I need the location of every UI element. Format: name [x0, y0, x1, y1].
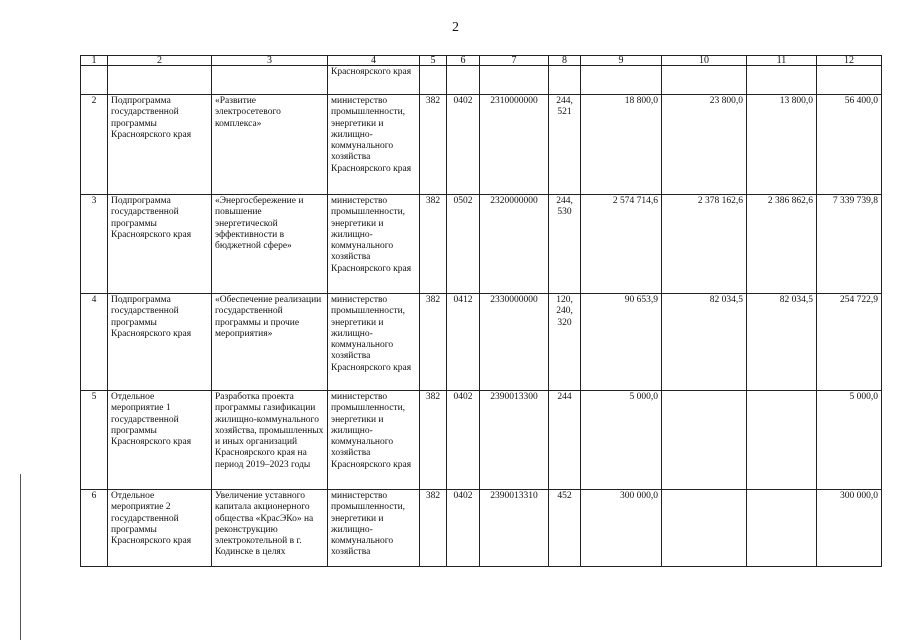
header-col-4: 4 — [328, 56, 420, 66]
header-col-11: 11 — [747, 56, 817, 66]
cell-csr: 2310000000 — [480, 95, 549, 195]
cell-num: 2 — [81, 95, 108, 195]
header-col-12: 12 — [817, 56, 882, 66]
header-col-7: 7 — [480, 56, 549, 66]
cell-total: 254 722,9 — [817, 294, 882, 391]
page-number: 2 — [452, 20, 459, 35]
budget-table — [80, 55, 882, 567]
header-col-5: 5 — [420, 56, 447, 66]
scan-margin-line — [20, 474, 21, 640]
header-col-10: 10 — [662, 56, 747, 66]
continuation-row — [81, 66, 882, 95]
cell-year-2 — [662, 391, 747, 490]
cell-grbs: 382 — [420, 95, 447, 195]
table-row — [81, 195, 882, 294]
cell-vr: 244, 521 — [549, 95, 581, 195]
cell-empty — [81, 66, 108, 95]
table-row — [81, 490, 882, 567]
cell-year-2: 23 800,0 — [662, 95, 747, 195]
cell-name: Разработка проекта программы газификации жилищно-коммунального хозяйства, промышленных и иных организаций Красноярского края на период 2019–2023 годы — [212, 391, 328, 490]
cell-rzpr: 0502 — [447, 195, 480, 294]
cell-empty — [581, 66, 662, 95]
cell-executor-continuation: Красноярского края — [328, 66, 420, 95]
cell-year-1: 90 653,9 — [581, 294, 662, 391]
header-col-2: 2 — [108, 56, 212, 66]
cell-grbs: 382 — [420, 391, 447, 490]
cell-num: 5 — [81, 391, 108, 490]
header-row — [81, 56, 882, 66]
cell-vr: 244, 530 — [549, 195, 581, 294]
cell-empty — [108, 66, 212, 95]
cell-num: 6 — [81, 490, 108, 567]
table-row — [81, 391, 882, 490]
table-row — [81, 95, 882, 195]
cell-grbs: 382 — [420, 490, 447, 567]
cell-year-1: 2 574 714,6 — [581, 195, 662, 294]
cell-rzpr: 0402 — [447, 391, 480, 490]
cell-name: «Обеспечение реализации государственной программы и прочие мероприятия» — [212, 294, 328, 391]
cell-vr: 120, 240, 320 — [549, 294, 581, 391]
cell-year-3 — [747, 490, 817, 567]
cell-year-2: 82 034,5 — [662, 294, 747, 391]
cell-name: «Развитие электросетевого комплекса» — [212, 95, 328, 195]
cell-grbs: 382 — [420, 294, 447, 391]
cell-type: Отдельное мероприятие 2 государственной программы Красноярского края — [108, 490, 212, 567]
cell-year-3 — [747, 391, 817, 490]
cell-year-1: 18 800,0 — [581, 95, 662, 195]
cell-type: Подпрограмма государственной программы Красноярского края — [108, 95, 212, 195]
cell-csr: 2390013300 — [480, 391, 549, 490]
cell-grbs: 382 — [420, 195, 447, 294]
cell-name: Увеличение уставного капитала акционерного общества «КрасЭКо» на реконструкцию электрокотельной в г. Кодинске в целях — [212, 490, 328, 567]
cell-empty — [747, 66, 817, 95]
cell-year-1: 5 000,0 — [581, 391, 662, 490]
cell-type: Отдельное мероприятие 1 государственной программы Красноярского края — [108, 391, 212, 490]
cell-year-1: 300 000,0 — [581, 490, 662, 567]
cell-executor: министерство промышленности, энергетики и жилищно-коммунального хозяйства Красноярского края — [328, 391, 420, 490]
cell-type: Подпрограмма государственной программы Красноярского края — [108, 294, 212, 391]
cell-total: 300 000,0 — [817, 490, 882, 567]
cell-empty — [817, 66, 882, 95]
cell-year-3: 82 034,5 — [747, 294, 817, 391]
cell-executor: министерство промышленности, энергетики и жилищно-коммунального хозяйства Красноярского края — [328, 95, 420, 195]
cell-year-3: 13 800,0 — [747, 95, 817, 195]
cell-empty — [549, 66, 581, 95]
cell-empty — [447, 66, 480, 95]
cell-csr: 2320000000 — [480, 195, 549, 294]
header-col-3: 3 — [212, 56, 328, 66]
cell-empty — [212, 66, 328, 95]
cell-vr: 244 — [549, 391, 581, 490]
header-col-9: 9 — [581, 56, 662, 66]
table-row — [81, 294, 882, 391]
cell-executor: министерство промышленности, энергетики и жилищно-коммунального хозяйства Красноярского края — [328, 195, 420, 294]
cell-rzpr: 0412 — [447, 294, 480, 391]
cell-num: 3 — [81, 195, 108, 294]
header-col-6: 6 — [447, 56, 480, 66]
cell-empty — [662, 66, 747, 95]
cell-name: «Энергосбережение и повышение энергетической эффективности в бюджетной сфере» — [212, 195, 328, 294]
header-col-1: 1 — [81, 56, 108, 66]
cell-year-2 — [662, 490, 747, 567]
cell-year-3: 2 386 862,6 — [747, 195, 817, 294]
cell-year-2: 2 378 162,6 — [662, 195, 747, 294]
cell-executor: министерство промышленности, энергетики и жилищно-коммунального хозяйства — [328, 490, 420, 567]
cell-rzpr: 0402 — [447, 95, 480, 195]
cell-vr: 452 — [549, 490, 581, 567]
header-col-8: 8 — [549, 56, 581, 66]
cell-csr: 2330000000 — [480, 294, 549, 391]
cell-total: 56 400,0 — [817, 95, 882, 195]
cell-num: 4 — [81, 294, 108, 391]
cell-rzpr: 0402 — [447, 490, 480, 567]
cell-empty — [420, 66, 447, 95]
cell-type: Подпрограмма государственной программы Красноярского края — [108, 195, 212, 294]
cell-total: 7 339 739,8 — [817, 195, 882, 294]
cell-total: 5 000,0 — [817, 391, 882, 490]
cell-executor: министерство промышленности, энергетики и жилищно-коммунального хозяйства Красноярского края — [328, 294, 420, 391]
cell-empty — [480, 66, 549, 95]
cell-csr: 2390013310 — [480, 490, 549, 567]
